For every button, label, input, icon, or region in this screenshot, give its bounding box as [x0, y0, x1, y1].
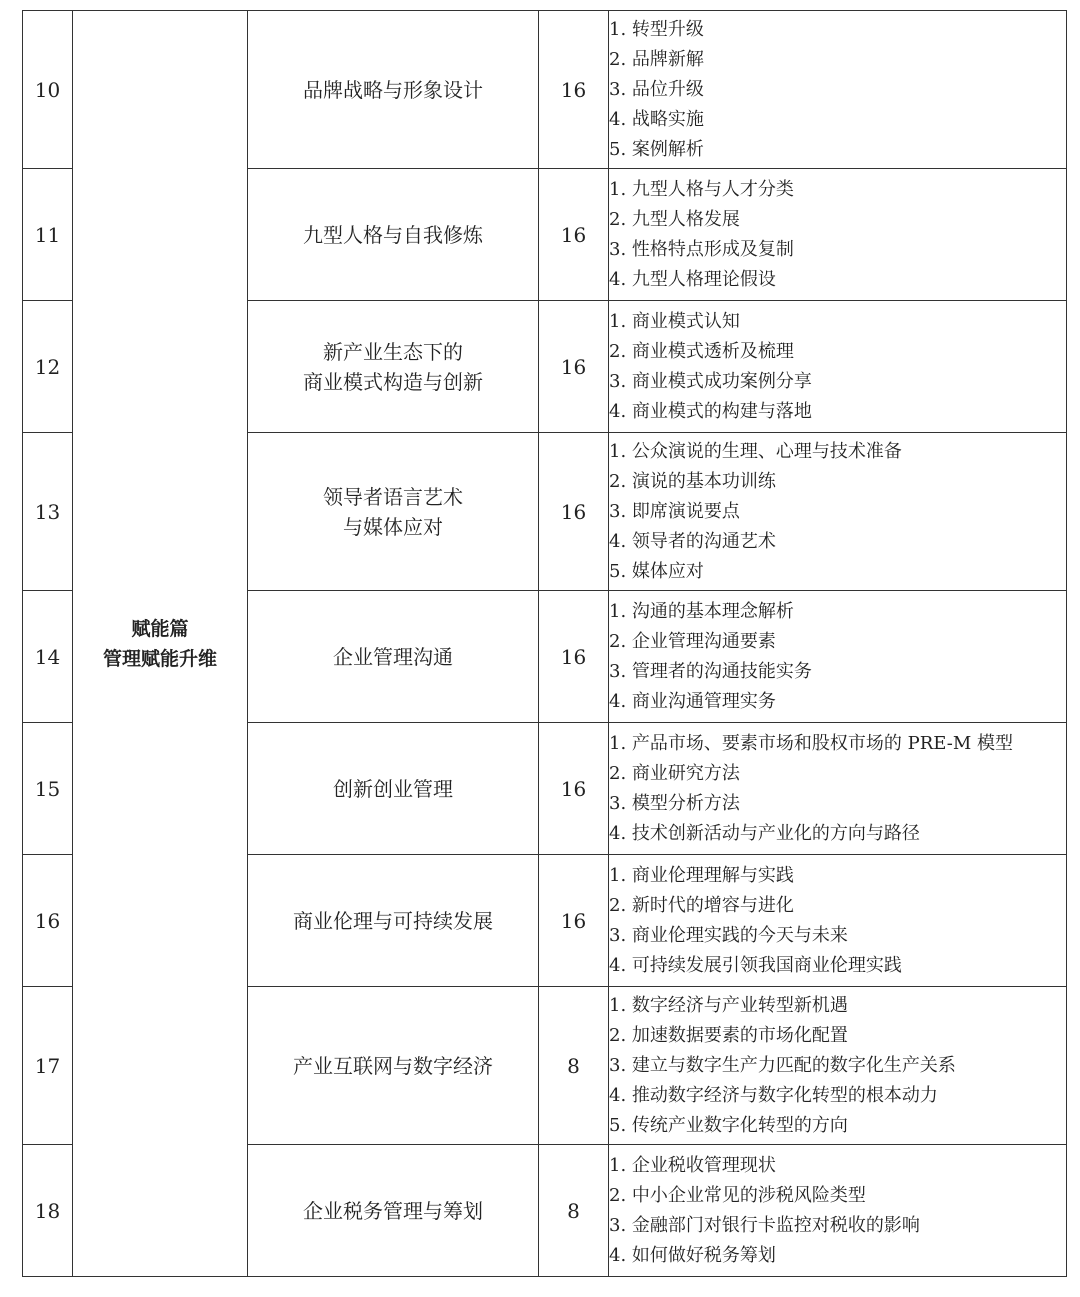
course-number: 12: [23, 301, 73, 433]
category-subtitle: 管理赋能升维: [102, 647, 217, 670]
course-name: [248, 987, 539, 1145]
course-hours: 8: [539, 1145, 609, 1277]
course-number: 18: [23, 1145, 73, 1277]
content-item: 1. 沟通的基本理念解析: [609, 600, 794, 622]
content-item: 2. 企业管理沟通要素: [609, 630, 776, 652]
content-item: 1. 企业税收管理现状: [609, 1154, 776, 1176]
category-title: 赋能篇: [131, 617, 189, 640]
content-item: 3. 商业模式成功案例分享: [609, 370, 812, 392]
course-name-line: 商业伦理与可持续发展: [293, 908, 493, 933]
course-name-line: 企业税务管理与筹划: [303, 1198, 483, 1223]
content-item: 2. 新时代的增容与进化: [609, 894, 794, 916]
content-item: 3. 管理者的沟通技能实务: [609, 660, 812, 682]
content-item: 1. 商业伦理理解与实践: [609, 864, 794, 886]
content-item: 1. 转型升级: [609, 18, 704, 40]
content-item: 4. 领导者的沟通艺术: [609, 530, 776, 552]
course-name-line: 品牌战略与形象设计: [303, 77, 483, 102]
course-number: 15: [23, 723, 73, 855]
content-item: 1. 九型人格与人才分类: [609, 178, 794, 200]
course-hours: 16: [539, 169, 609, 301]
content-item: 4. 技术创新活动与产业化的方向与路径: [609, 822, 920, 844]
content-item: 5. 媒体应对: [609, 560, 704, 582]
course-name: [248, 855, 539, 987]
content-item: 1. 数字经济与产业转型新机遇: [609, 994, 848, 1016]
content-item: 4. 可持续发展引领我国商业伦理实践: [609, 954, 902, 976]
content-item: 5. 案例解析: [609, 138, 704, 160]
course-hours: 8: [539, 987, 609, 1145]
course-hours: 16: [539, 723, 609, 855]
content-item: 3. 商业伦理实践的今天与未来: [609, 924, 848, 946]
category-cell: [73, 11, 248, 1277]
course-content: [609, 723, 1067, 855]
course-number: 10: [23, 11, 73, 169]
course-hours: 16: [539, 11, 609, 169]
content-item: 3. 即席演说要点: [609, 500, 740, 522]
course-hours: 16: [539, 433, 609, 591]
content-item: 4. 商业模式的构建与落地: [609, 400, 812, 422]
course-hours: 16: [539, 855, 609, 987]
course-name: [248, 433, 539, 591]
content-item: 3. 性格特点形成及复制: [609, 238, 794, 260]
course-content: [609, 591, 1067, 723]
course-name-line: 九型人格与自我修炼: [303, 222, 483, 247]
course-content: [609, 433, 1067, 591]
course-number: 11: [23, 169, 73, 301]
course-name-line: 产业互联网与数字经济: [293, 1053, 493, 1078]
course-name: [248, 169, 539, 301]
course-name: [248, 301, 539, 433]
content-item: 2. 商业研究方法: [609, 762, 740, 784]
content-item: 4. 如何做好税务筹划: [609, 1244, 776, 1266]
content-item: 4. 推动数字经济与数字化转型的根本动力: [609, 1084, 938, 1106]
course-content: [609, 855, 1067, 987]
course-row: [23, 11, 1067, 169]
course-number: 13: [23, 433, 73, 591]
content-item: 3. 品位升级: [609, 78, 704, 100]
course-table: [22, 10, 1067, 1277]
course-name: [248, 11, 539, 169]
content-item: 1. 公众演说的生理、心理与技术准备: [609, 440, 902, 462]
course-name-line: 创新创业管理: [333, 776, 453, 801]
content-item: 5. 传统产业数字化转型的方向: [609, 1114, 848, 1136]
course-name-line: 领导者语言艺术: [323, 484, 463, 509]
course-name: [248, 1145, 539, 1277]
content-item: 3. 建立与数字生产力匹配的数字化生产关系: [609, 1054, 956, 1076]
content-item: 2. 加速数据要素的市场化配置: [609, 1024, 848, 1046]
content-item: 2. 商业模式透析及梳理: [609, 340, 794, 362]
course-table-body: [23, 11, 1067, 1277]
content-item: 3. 金融部门对银行卡监控对税收的影响: [609, 1214, 920, 1236]
content-item: 4. 商业沟通管理实务: [609, 690, 776, 712]
course-hours: 16: [539, 301, 609, 433]
content-item: 4. 战略实施: [609, 108, 704, 130]
course-content: [609, 1145, 1067, 1277]
course-number: 14: [23, 591, 73, 723]
course-name-line: 新产业生态下的: [323, 339, 463, 364]
content-item: 2. 九型人格发展: [609, 208, 740, 230]
content-item: 1. 商业模式认知: [609, 310, 740, 332]
course-number: 17: [23, 987, 73, 1145]
course-name-line: 与媒体应对: [343, 514, 443, 539]
content-item: 4. 九型人格理论假设: [609, 268, 776, 290]
content-item: 2. 中小企业常见的涉税风险类型: [609, 1184, 866, 1206]
course-content: [609, 169, 1067, 301]
course-name-line: 企业管理沟通: [333, 644, 453, 669]
content-item: 2. 演说的基本功训练: [609, 470, 776, 492]
course-number: 16: [23, 855, 73, 987]
course-name-line: 商业模式构造与创新: [303, 369, 483, 394]
course-content: [609, 987, 1067, 1145]
course-content: [609, 11, 1067, 169]
content-item: 1. 产品市场、要素市场和股权市场的 PRE-M 模型: [609, 732, 1013, 754]
course-hours: 16: [539, 591, 609, 723]
course-content: [609, 301, 1067, 433]
content-item: 3. 模型分析方法: [609, 792, 740, 814]
content-item: 2. 品牌新解: [609, 48, 704, 70]
course-name: [248, 723, 539, 855]
course-name: [248, 591, 539, 723]
